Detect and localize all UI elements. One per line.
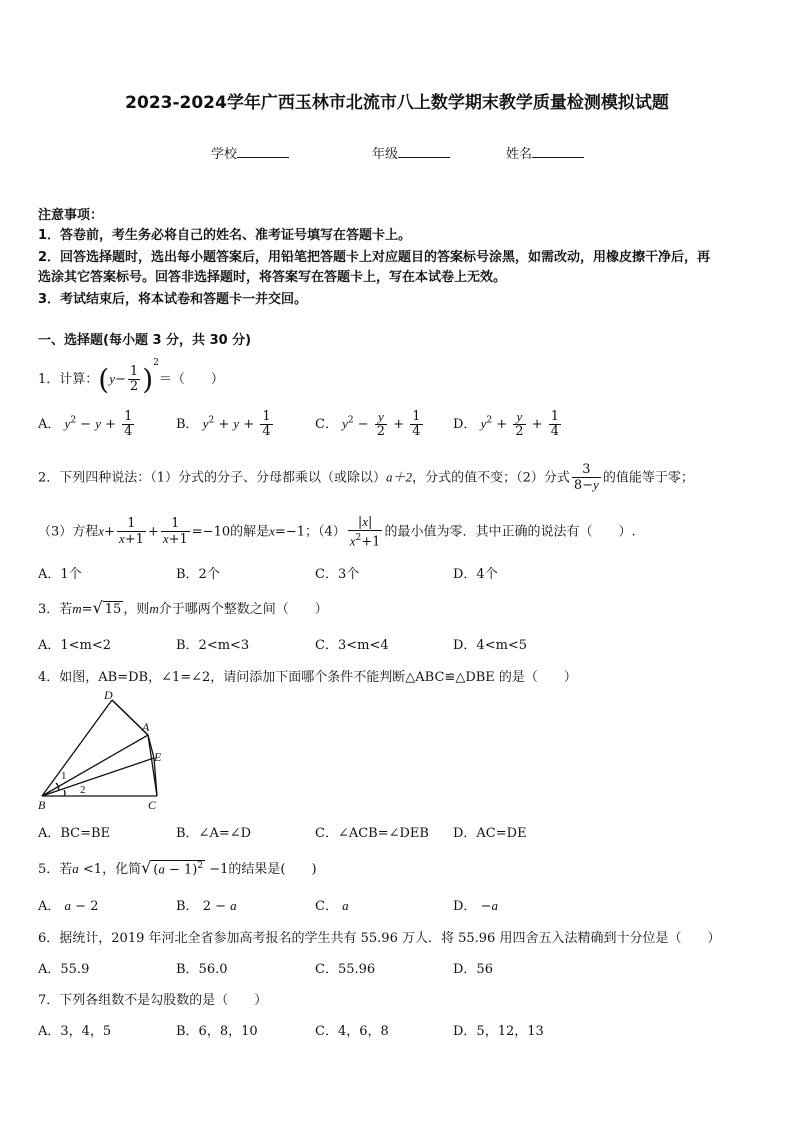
question-4-stem: 4．如图，AB=DB，∠1=∠2，请问添加下面哪个条件不能判断△ABC≌△DBE 的是（ ） [38,670,577,685]
q1-option-b[interactable]: B． $y^2 + y$ + $\frac{1}{4}$ [176,409,271,439]
q2-option-c[interactable]: C．3个 [315,567,360,582]
notes-heading: 注意事项： [38,208,104,223]
page-title: 2023-2024学年广西玉林市北流市八上数学期末教学质量检测模拟试题 [125,93,669,113]
question-2-stem-line2: （3）方程x+ $\frac{1}{x+1}$ + $\frac{1}{x+1}$ =−10的解是x=−1；（4） $\frac{|x|}{x^2+1}$ 的最小值为零．其中正确的说法有（ ）. [38,514,636,550]
angle-1-label: 1 [61,770,67,782]
q3-option-a[interactable]: A．1<m<2 [38,638,112,653]
question-2-stem-line1: 2．下列四种说法：（1）分式的分子、分母都乘以（或除以）a＋2，分式的值不变；（2）分式 $\frac{3}{8-y}$ 的值能等于零； [38,462,694,493]
q1-option-c[interactable]: C． $y^2$ − $\frac{y}{2}$ + $\frac{1}{4}$ [315,409,421,439]
q7-option-d[interactable]: D．5，12，13 [453,1024,544,1039]
q5-option-d[interactable]: D． −a [453,898,498,914]
q4-option-a[interactable]: A．BC=BE [38,826,111,841]
label-b: B [38,798,46,812]
question-7-stem: 7．下列各组数不是勾股数的是（ ） [38,993,268,1008]
q7-option-a[interactable]: A．3，4，5 [38,1024,112,1039]
question-1-stem: 1．计算：(y− $\frac{1}{2}$ )$^2$＝（ ） [38,358,224,396]
q5-option-c[interactable]: C． a [315,898,349,914]
q5-option-b[interactable]: B． 2 − a [176,898,237,914]
note-item: 1．答卷前，考生务必将自己的姓名、准考证号填写在答题卡上。 [38,228,412,243]
name-field[interactable]: 姓名 [506,143,584,162]
label-a: A [142,720,150,734]
q2-option-d[interactable]: D．4个 [453,567,498,582]
note-item: 3．考试结束后，将本试卷和答题卡一并交回。 [38,292,308,307]
q5-option-a[interactable]: A． a − 2 [38,898,99,914]
q4-option-d[interactable]: D．AC=DE [453,826,527,841]
note-item: 2．回答选择题时，选出每小题答案后，用铅笔把答题卡上对应题目的答案标号涂黑，如需改动，用橡皮擦干净后，再 [38,250,711,265]
school-field[interactable]: 学校 [211,143,289,162]
q1-option-a[interactable]: A． $y^2 - y$ + $\frac{1}{4}$ [38,409,133,439]
q6-option-b[interactable]: B．56.0 [176,962,228,977]
q6-option-a[interactable]: A．55.9 [38,962,90,977]
grade-field[interactable]: 年级 [372,143,450,162]
q1-option-d[interactable]: D． $y^2$ + $\frac{y}{2}$ + $\frac{1}{4}$ [453,409,559,439]
question-3-stem: 3．若m=√ 15 ，则m介于哪两个整数之间（ ） [38,598,328,617]
q3-option-d[interactable]: D．4<m<5 [453,638,528,653]
angle-2-label: 2 [80,784,86,796]
q7-option-b[interactable]: B．6，8，10 [176,1024,258,1039]
question-5-stem: 5．若a <1，化简√ $(a - 1)^2 -1$的结果是( ) [38,858,317,877]
q7-option-c[interactable]: C．4，6，8 [315,1024,389,1039]
q6-option-d[interactable]: D．56 [453,962,493,977]
label-c: C [148,798,157,812]
label-d: D [104,690,113,702]
q2-option-a[interactable]: A．1个 [38,567,82,582]
question-6-stem: 6．据统计，2019 年河北全省参加高考报名的学生共有 55.96 万人．将 55.96 用四舍五入法精确到十分位是（ ） [38,931,721,946]
q3-option-c[interactable]: C．3<m<4 [315,638,389,653]
q4-option-c[interactable]: C．∠ACB=∠DEB [315,826,429,841]
q3-option-b[interactable]: B．2<m<3 [176,638,250,653]
q2-option-b[interactable]: B．2个 [176,567,220,582]
label-e: E [154,750,162,764]
triangle-figure [34,690,170,812]
section-heading: 一、选择题(每小题 3 分，共 30 分) [38,333,252,348]
q6-option-c[interactable]: C．55.96 [315,962,376,977]
note-item: 选涂其它答案标号。回答非选择题时，将答案写在答题卡上，写在本试卷上无效。 [38,270,507,285]
q4-option-b[interactable]: B．∠A=∠D [176,826,252,841]
